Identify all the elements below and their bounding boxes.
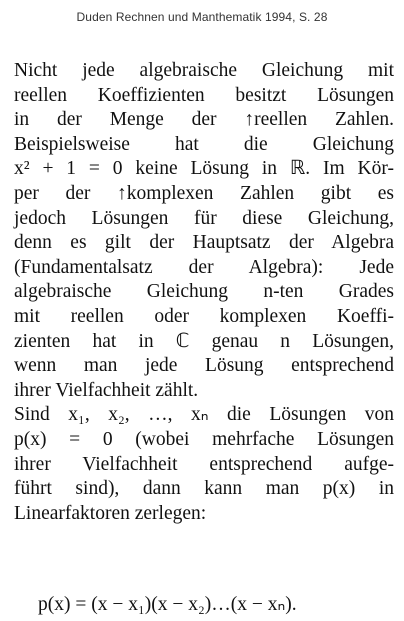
text-line: x² + 1 = 0 keine Lösung in ℝ. Im Kör- — [14, 158, 394, 180]
body-text — [14, 59, 394, 526]
linear-factor-formula: p(x) = (x − x₁)(x − x₂)…(x − xₙ). — [38, 594, 297, 615]
text-line: Beispielsweise hat die Gleichung — [14, 133, 394, 155]
text-line: Linearfaktoren zerlegen: — [14, 502, 207, 524]
text-line: führt sind), dann kann man p(x) in — [14, 478, 394, 500]
text-line: denn es gilt der Hauptsatz der Algebra — [14, 232, 394, 254]
text-line: jedoch Lösungen für diese Gleichung, — [14, 207, 394, 229]
text-line: per der ↑komplexen Zahlen gibt es — [14, 182, 394, 204]
text-line: Sind x₁, x₂, …, xₙ die Lösungen von — [14, 404, 394, 426]
text-line: mit reellen oder komplexen Koeffi- — [14, 305, 394, 327]
text-line: (Fundamentalsatz der Algebra): Jede — [14, 256, 394, 278]
text-line: ihrer Vielfachheit entsprechend aufge- — [14, 453, 394, 475]
text-line: algebraische Gleichung n-ten Grades — [14, 281, 394, 303]
source-caption: Duden Rechnen und Manthematik 1994, S. 28 — [76, 10, 328, 24]
text-line: in der Menge der ↑reellen Zahlen. — [14, 109, 394, 131]
text-line: zienten hat in ℂ genau n Lösungen, — [14, 330, 394, 352]
text-line: reellen Koeffizienten besitzt Lösungen — [14, 84, 394, 106]
text-line: Nicht jede algebraische Gleichung mit — [14, 60, 394, 81]
text-line: p(x) = 0 (wobei mehrfache Lösungen — [14, 428, 394, 450]
text-line: wenn man jede Lösung entsprechend — [14, 355, 394, 377]
text-line: ihrer Vielfachheit zählt. — [14, 379, 199, 401]
